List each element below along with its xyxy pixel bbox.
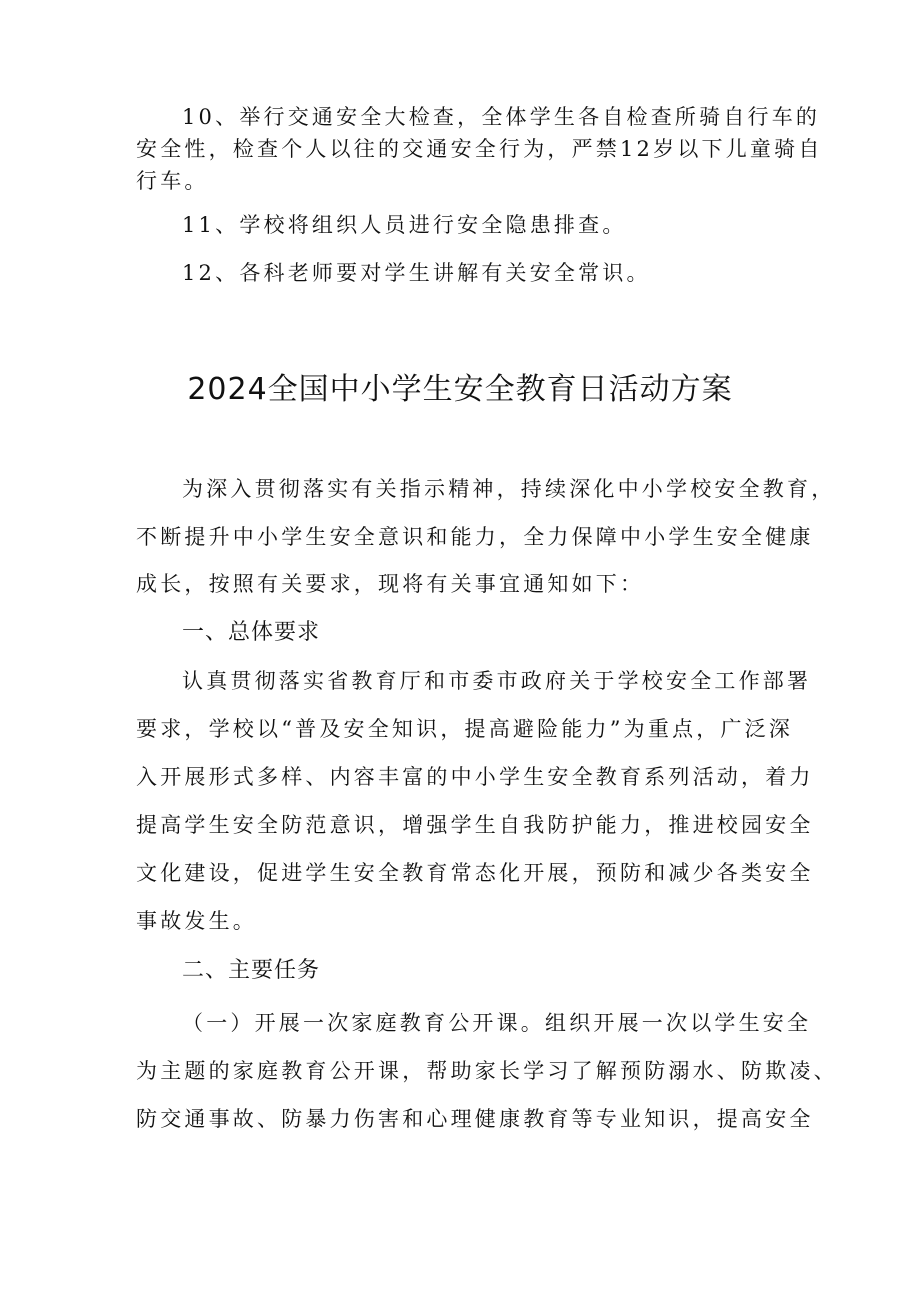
document-title: 2024全国中小学生安全教育日活动方案: [187, 372, 733, 407]
section-2-line-1: （一）开展一次家庭教育公开课。组织开展一次以学生安全: [182, 1011, 812, 1035]
intro-line-3: 成长，按照有关要求，现将有关事宜通知如下：: [136, 572, 645, 596]
section-1-line-6: 事故发生。: [136, 909, 257, 933]
section-2-line-3: 防交通事故、防暴力伤害和心理健康教育等专业知识，提高安全: [136, 1107, 814, 1131]
section-1-line-5: 文化建设，促进学生安全教育常态化开展，预防和减少各类安全: [136, 861, 814, 885]
section-1-line-2: 要求，学校以“普及安全知识，提高避险能力”为重点，广泛深: [136, 717, 794, 741]
section-1-line-3: 入开展形式多样、内容丰富的中小学生安全教育系列活动，着力: [136, 765, 814, 789]
item-12: 12、各科老师要对学生讲解有关安全常识。: [182, 261, 651, 285]
item-10-line-2: 安全性，检查个人以往的交通安全行为，严禁12岁以下儿童骑自: [136, 137, 823, 161]
intro-line-2: 不断提升中小学生安全意识和能力，全力保障中小学生安全健康: [136, 525, 814, 549]
item-11: 11、学校将组织人员进行安全隐患排查。: [182, 213, 627, 237]
item-10-line-1: 10、举行交通安全大检查，全体学生各自检查所骑自行车的: [182, 105, 821, 129]
section-2-line-2: 为主题的家庭教育公开课，帮助家长学习了解预防溺水、防欺凌、: [136, 1059, 838, 1083]
section-1-line-1: 认真贯彻落实省教育厅和市委市政府关于学校安全工作部署: [182, 669, 812, 693]
intro-line-1: 为深入贯彻落实有关指示精神，持续深化中小学校安全教育，: [182, 477, 836, 501]
section-2-heading: 二、主要任务: [182, 958, 321, 983]
section-1-line-4: 提高学生安全防范意识，增强学生自我防护能力，推进校园安全: [136, 813, 814, 837]
section-1-heading: 一、总体要求: [182, 620, 321, 645]
item-10-line-3: 行车。: [136, 169, 209, 193]
